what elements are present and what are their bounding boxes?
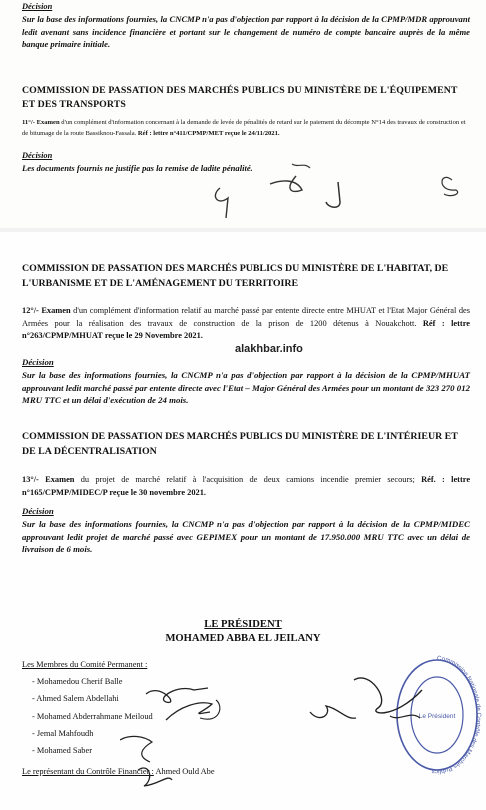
exam-reference: Réf : lettre n°263/CPMP/MHUAT reçue le 29 Novembre 2021. (22, 318, 470, 341)
exam-number: 11°/- (22, 119, 35, 126)
members-title: Les Membres du Comité Permanent : (22, 660, 148, 669)
member-item: - Jemal Mahfoudh (32, 728, 94, 738)
member-item: - Ahmed Salem Abdellahi (32, 694, 119, 704)
exam-13-paragraph (22, 474, 470, 499)
section-heading-met (22, 84, 470, 112)
section-heading-mhuat (22, 262, 470, 291)
decision-text: Sur la base des informations fournies, la CNCMP n'a pas d'objection par rapport à la décision de la CPMP/MIDEC approuvant ledit projet de marché passé avec GEPIMEX pour un montant de 17.950.000 MRU TTC avec un délai de livraison de 6 mois. (22, 519, 470, 554)
exam-label: Examen (45, 475, 75, 484)
stamp-text: Commission Nationale de Contrôle des Marchés Publics (431, 654, 482, 776)
commission-title: COMMISSION DE PASSATION DES MARCHÉS PUBLICS DU MINISTÈRE DE L'INTÉRIEUR ET DE LA DÉCENTRALISATION (22, 431, 458, 457)
exam-text: du projet de marché relatif à l'acquisition de deux camions incendie premier secours; (74, 475, 415, 484)
exam-number: 13°/- (22, 475, 39, 484)
financial-controller (22, 763, 215, 780)
decision-block-4 (22, 506, 470, 556)
decision-title: Décision (22, 151, 53, 160)
exam-reference: Réf. : lettre n°165/CPMP/MIDEC/P reçue le 30 novembre 2021. (22, 475, 471, 497)
committee-members (22, 656, 215, 780)
decision-text: Sur la base des informations fournies, la CNCMP n'a pas d'objection par rapport à la décision de la CPMP/MHUAT approuvant ledit marché passé par entente directe avec l'Etat – Major Général des Armées pour un montant de 323 270 012 MRU TTC et un délai d'exécution de 24 mois. (22, 370, 470, 405)
decision-block-3 (22, 357, 470, 407)
exam-12-paragraph (22, 305, 470, 343)
commission-title: COMMISSION DE PASSATION DES MARCHÉS PUBLICS DU MINISTÈRE DE L'HABITAT, DE L'URBANISME ET DE L'AMÉNAGEMENT DU TERRITOIRE (22, 263, 449, 289)
exam-number: 12°/- (22, 306, 39, 315)
decision-block-2 (22, 151, 470, 175)
exam-text: d'un complément d'information relatif au marché passé par entente directe entre MHUAT et l'Etat Major Général des Armées pour la réalisation des travaux de construction de la prison de 1200 détenus à Nouakchott. (22, 306, 471, 328)
financial-name: Ahmed Ould Abe (153, 767, 215, 777)
decision-title: Décision (22, 506, 54, 516)
member-item: - Mohamed Abderrahmane Meiloud (32, 711, 153, 721)
exam-11-paragraph (22, 118, 470, 140)
financial-label: Le représentant du Contrôle Financier : (22, 767, 154, 777)
site-watermark: alakhbar.info (235, 343, 303, 355)
decision-text: Sur la base des informations fournies, la CNCMP n'a pas d'objection par rapport à la décision de la CPMP/MDR approuvant ledit avenant sans incidence financière et portant sur le changement de numéro de compte bancaire auprès de la même banque primaire initiale. (22, 14, 470, 49)
member-item: - Mohamed Saber (32, 746, 93, 756)
exam-reference: Réf : lettre n°411/CPMP/MET reçue le 24/11/2021. (137, 129, 280, 137)
exam-label: Examen (36, 119, 60, 126)
member-item: - Mohamedou Cherif Balle (32, 677, 123, 687)
stamp-center: Le Président (418, 713, 456, 720)
president-name: MOHAMED ABBA EL JEILANY (165, 633, 321, 644)
president-title: LE PRÉSIDENT (204, 619, 282, 630)
decision-block-1 (22, 2, 470, 51)
president-block (0, 618, 486, 646)
decision-title: Décision (22, 2, 53, 11)
section-heading-midec (22, 430, 470, 459)
exam-label: Examen (41, 306, 71, 315)
decision-title: Décision (22, 357, 54, 367)
decision-text: Les documents fournis ne justifie pas la remise de ladite pénalité. (22, 163, 253, 173)
exam-text: d'un complément d'information concernant à la demande de levée de pénalités de retard sur le paiement du décompte N°14 des travaux de construction et de bitumage de la route Bassiknou-Fassala. (22, 119, 466, 137)
commission-title: COMMISSION DE PASSATION DES MARCHÉS PUBLICS DU MINISTÈRE DE L'ÉQUIPEMENT ET DES TRANSPORTS (22, 85, 458, 110)
